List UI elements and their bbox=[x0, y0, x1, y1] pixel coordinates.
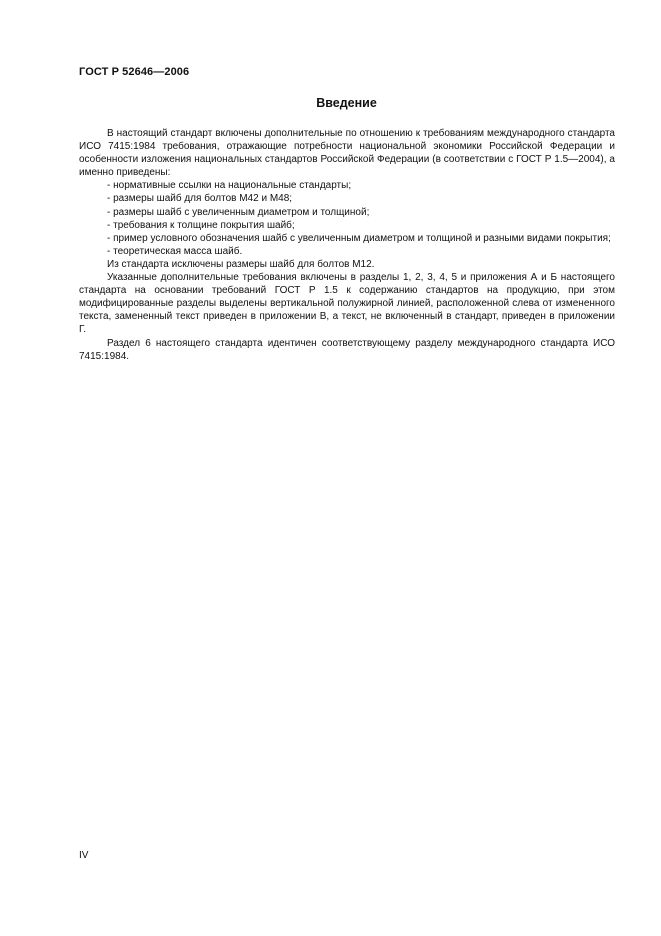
paragraph-excluded: Из стандарта исключены размеры шайб для болтов М12. bbox=[107, 258, 375, 270]
paragraph-requirements: Указанные дополнительные требования включены в разделы 1, 2, 3, 4, 5 и приложения А и Б настоящего стандарта на основании требований ГОСТ Р 1.5 к содержанию стандартов на продукцию, при этом модифицированные разделы выделены вертикальной полужирной линией, расположенной слева от измененного текста, замененный текст приведен в приложении В, а текст, не включенный в стандарт, приведен в приложении Г. bbox=[79, 272, 615, 336]
paragraph-intro: В настоящий стандарт включены дополнительные по отношению к требованиям международного стандарта ИСО 7415:1984 требования, отражающие потребности национальной экономики Российской Федерации и особенности изложения национальных стандартов Российской Федерации (в соответствии с ГОСТ Р 1.5—2004), а именно приведены: bbox=[79, 128, 615, 179]
page-number: IV bbox=[79, 850, 89, 861]
list-item: - требования к толщине покрытия шайб; bbox=[107, 219, 295, 231]
document-code-header: ГОСТ Р 52646—2006 bbox=[79, 66, 190, 78]
section-title bbox=[0, 96, 661, 110]
list-item: - теоретическая масса шайб. bbox=[107, 245, 243, 257]
paragraph-section6: Раздел 6 настоящего стандарта идентичен соответствующему разделу международного стандарта ИСО 7415:1984. bbox=[79, 337, 615, 362]
list-item: - пример условного обозначения шайб с увеличенным диаметром и толщиной и разными видами покрытия; bbox=[107, 232, 611, 244]
list-item: - размеры шайб с увеличенным диаметром и толщиной; bbox=[107, 206, 370, 218]
list-item: - нормативные ссылки на национальные стандарты; bbox=[107, 180, 352, 192]
section-title-text: Введение bbox=[316, 96, 377, 110]
list-item: - размеры шайб для болтов М42 и М48; bbox=[107, 193, 293, 205]
introduction-body bbox=[79, 127, 615, 363]
